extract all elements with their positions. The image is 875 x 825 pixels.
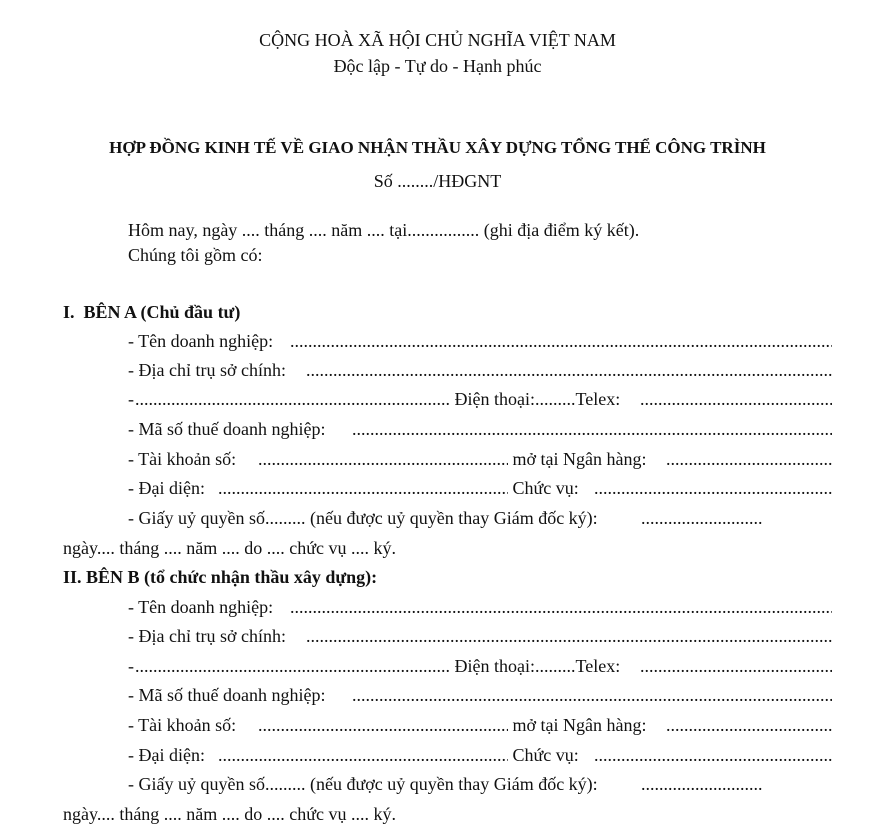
- nation-heading: CỘNG HOÀ XÃ HỘI CHỦ NGHĨA VIỆT NAM: [259, 30, 616, 50]
- party-a-bank-label: mở tại Ngân hàng:: [508, 449, 651, 469]
- party-a-position-blank: [594, 477, 832, 499]
- party-b-position-blank: [594, 744, 832, 766]
- party-a-position-label: Chức vụ:: [508, 478, 588, 498]
- party-a-phone-label: Điện thoại:.........Telex:: [450, 389, 621, 409]
- party-b-contact-blank: [135, 655, 450, 677]
- party-b-address-label: - Địa chỉ trụ sở chính:: [128, 626, 291, 646]
- party-b-account-label: - Tài khoản số:: [128, 715, 246, 735]
- party-b-phone-label: Điện thoại:.........Telex:: [450, 656, 621, 676]
- party-b-account-blank: [258, 714, 508, 736]
- party-a-telex-blank: [640, 388, 832, 410]
- contract-number: Số ......../HĐGNT: [373, 171, 502, 191]
- party-b-authorization-label: - Giấy uỷ quyền số......... (nếu được uỷ quyền thay Giám đốc ký):: [128, 774, 598, 794]
- party-a-date-tail: ngày.... tháng .... năm .... do .... chức vụ .... ký.: [63, 538, 397, 558]
- contract-title: HỢP ĐỒNG KINH TẾ VỀ GIAO NHẬN THẦU XÂY DỰNG TỔNG THỂ CÔNG TRÌNH: [109, 138, 766, 157]
- party-a-address-blank: [306, 359, 832, 381]
- party-b-heading: II. BÊN B (tổ chức nhận thầu xây dựng):: [63, 567, 378, 587]
- party-b-company-label: - Tên doanh nghiệp:: [128, 597, 274, 617]
- party-b-position-label: Chức vụ:: [508, 745, 588, 765]
- party-b-authorization-tail: ...........................: [641, 774, 763, 794]
- party-b-telex-blank: [640, 655, 832, 677]
- party-a-heading: I. BÊN A (Chủ đầu tư): [63, 302, 241, 322]
- party-b-tax-blank: [352, 684, 832, 706]
- party-b-address-blank: [306, 625, 832, 647]
- party-a-tax-blank: [352, 418, 832, 440]
- party-b-rep-blank: [218, 744, 508, 766]
- party-a-company-label: - Tên doanh nghiệp:: [128, 331, 274, 351]
- parties-intro: Chúng tôi gồm có:: [128, 245, 263, 265]
- party-a-contact-blank: [135, 388, 450, 410]
- party-a-company-blank: [290, 330, 832, 352]
- party-b-contact-prefix: -: [128, 656, 134, 676]
- party-a-tax-label: - Mã số thuế doanh nghiệp:: [128, 419, 330, 439]
- motto: Độc lập - Tự do - Hạnh phúc: [333, 56, 542, 76]
- party-a-account-label: - Tài khoản số:: [128, 449, 246, 469]
- party-b-bank-blank: [666, 714, 832, 736]
- party-a-rep-label: - Đại diện:: [128, 478, 210, 498]
- party-a-authorization-label: - Giấy uỷ quyền số......... (nếu được uỷ quyền thay Giám đốc ký):: [128, 508, 598, 528]
- party-a-address-label: - Địa chỉ trụ sở chính:: [128, 360, 291, 380]
- party-b-company-blank: [290, 596, 832, 618]
- party-a-bank-blank: [666, 448, 832, 470]
- party-b-date-tail: ngày.... tháng .... năm .... do .... chức vụ .... ký.: [63, 804, 397, 824]
- party-a-authorization-tail: ...........................: [641, 508, 763, 528]
- party-b-tax-label: - Mã số thuế doanh nghiệp:: [128, 685, 330, 705]
- date-line: Hôm nay, ngày .... tháng .... năm .... tại................ (ghi địa điểm ký kết).: [128, 220, 640, 240]
- party-b-rep-label: - Đại diện:: [128, 745, 210, 765]
- party-b-bank-label: mở tại Ngân hàng:: [508, 715, 651, 735]
- party-a-contact-prefix: -: [128, 389, 134, 409]
- party-a-rep-blank: [218, 477, 508, 499]
- party-a-account-blank: [258, 448, 508, 470]
